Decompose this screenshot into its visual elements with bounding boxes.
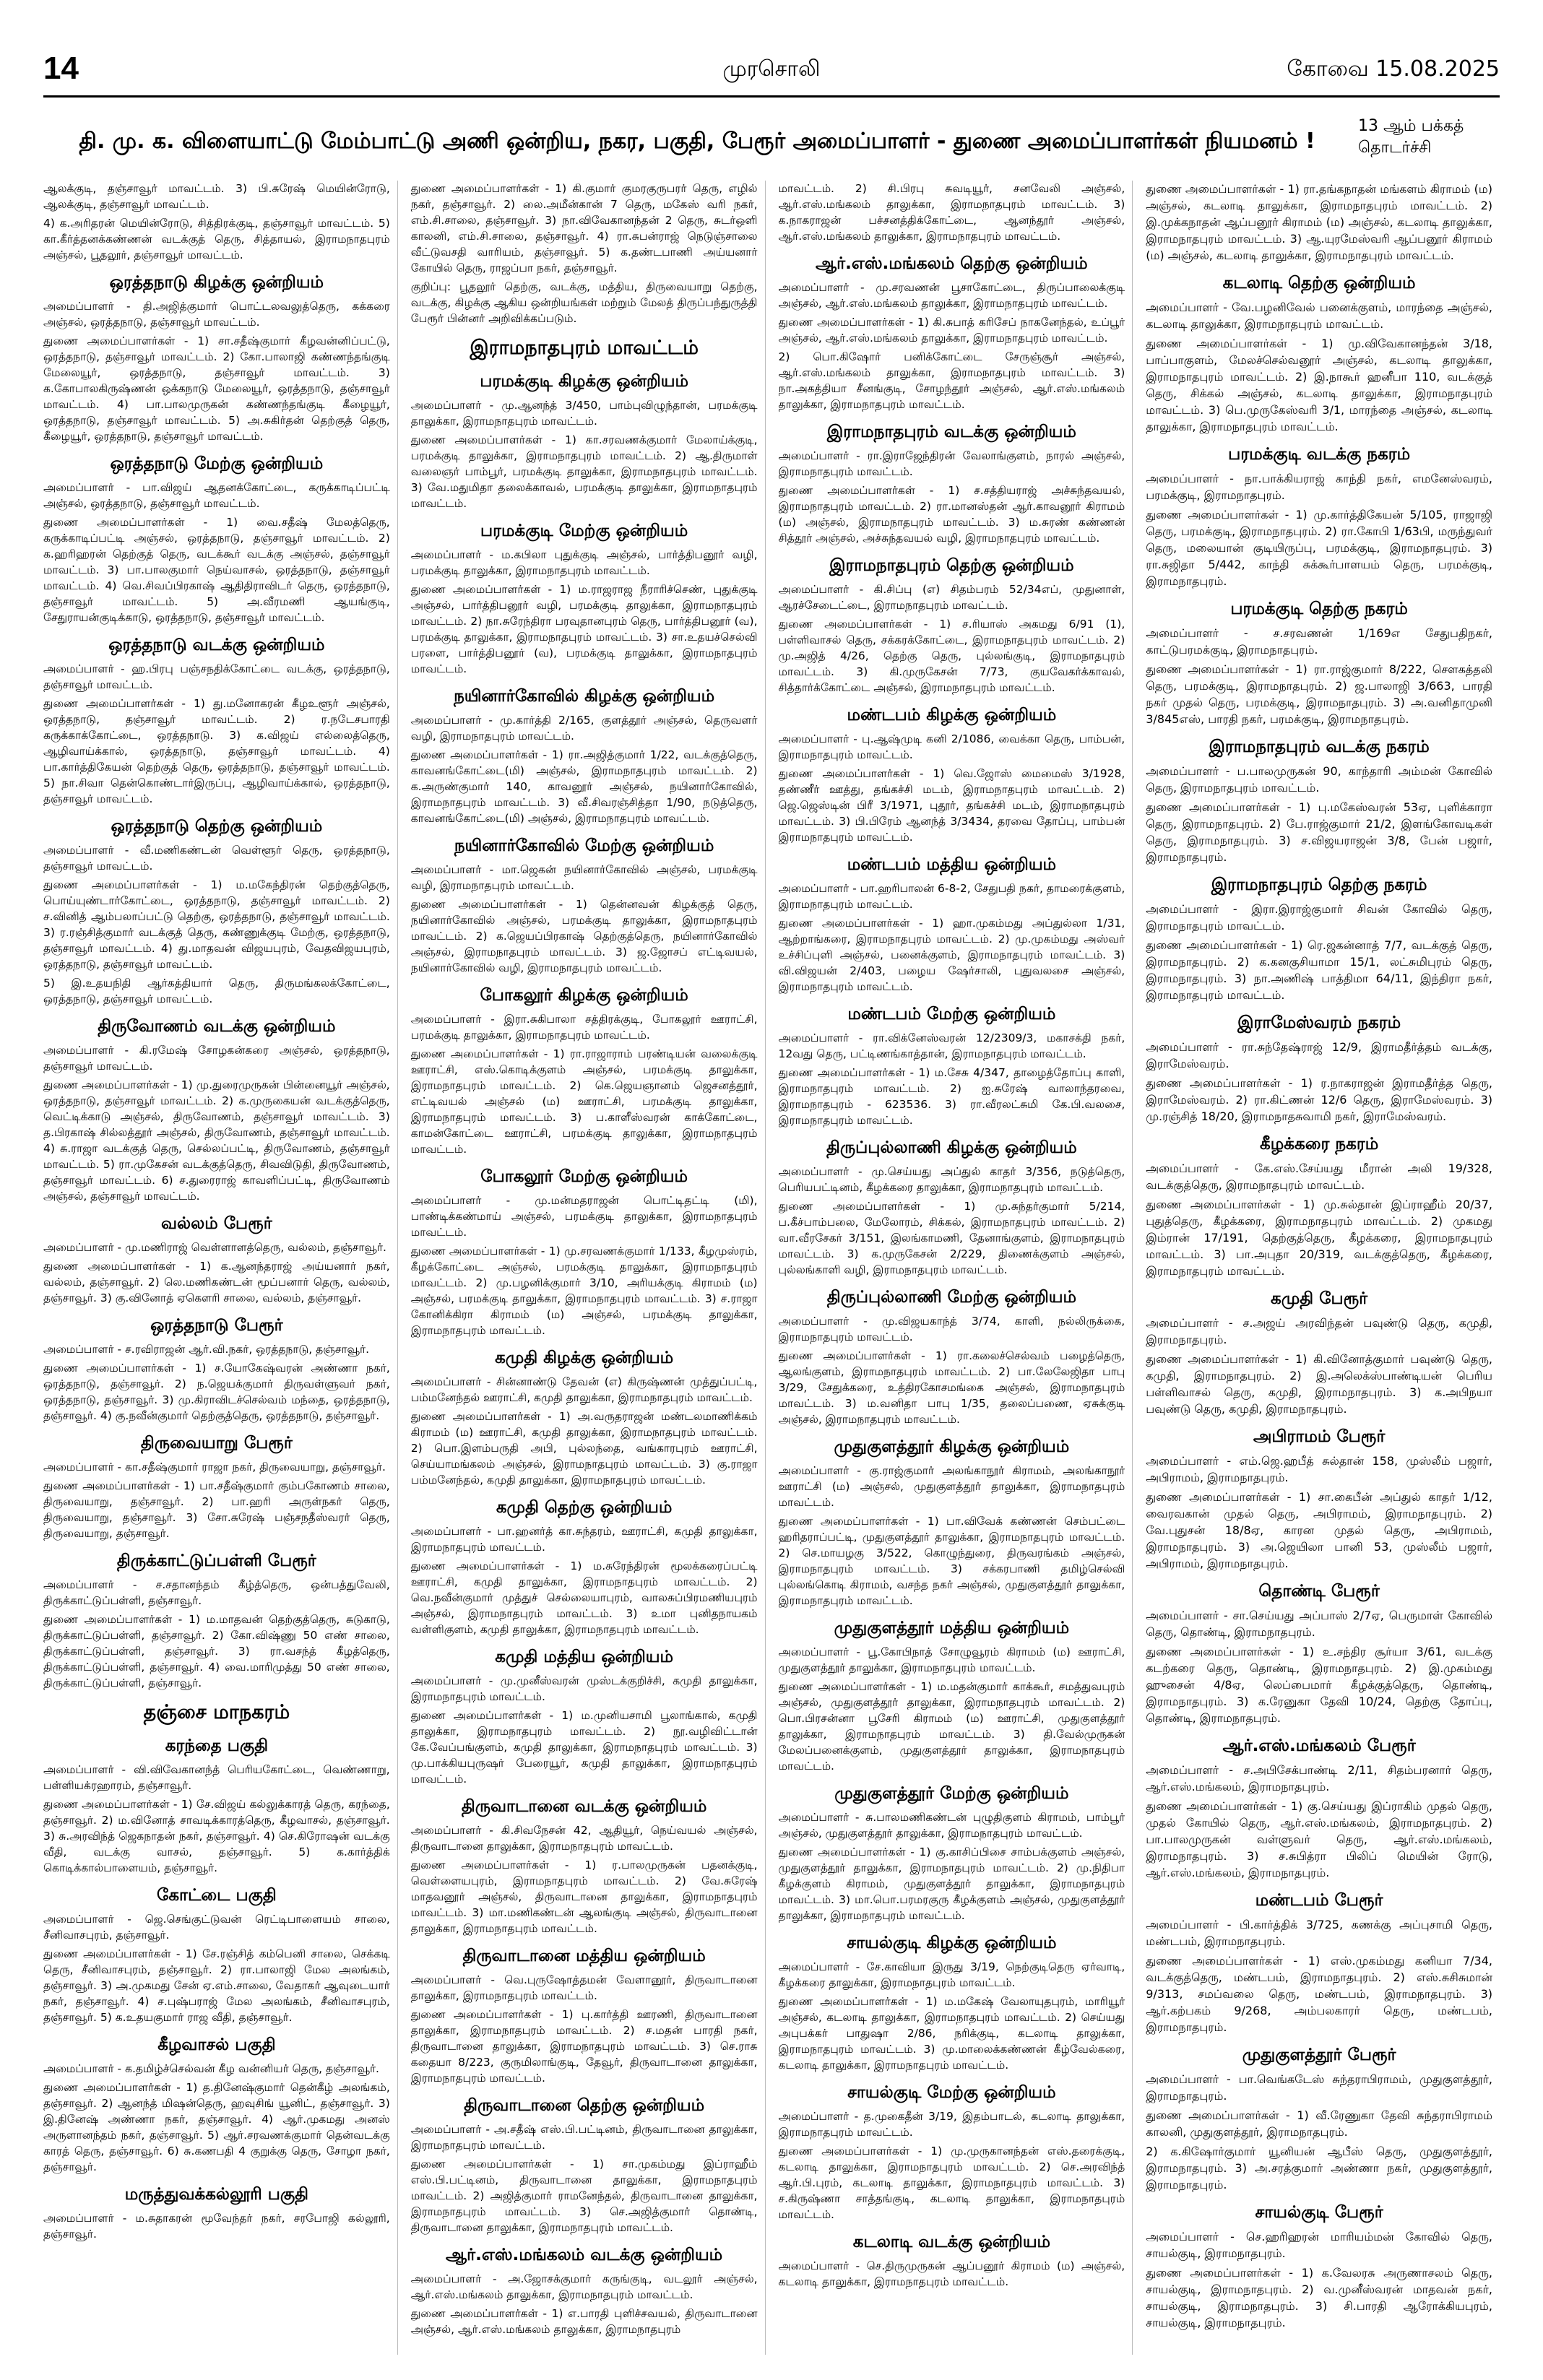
appointment-text: துணை அமைப்பாளர்கள் - 1) ர.நாகராஜன் இராமதீர்த்த தெரு, இராமேஸ்வரம். 2) ரா.கிட்ணன் 12/6 தெரு, இராமேஸ்வரம். 3) மு.ரஞ்சித் 18/20, இராமநாதசுவாமி நகர், இராமேஸ்வரம். <box>1146 1076 1492 1123</box>
appointment-section <box>411 986 758 1157</box>
appointment-section <box>43 1886 390 2025</box>
city-date: கோவை 15.08.2025 <box>1287 56 1500 82</box>
section-heading: பரமக்குடி வடக்கு நகரம் <box>1228 445 1411 464</box>
section-heading: திருவாடானை தெற்கு ஒன்றியம் <box>464 2096 705 2115</box>
section-heading: கடலாடி தெற்கு ஒன்றியம் <box>1222 274 1416 293</box>
appointment-text: அமைப்பாளர் - சின்னாண்டு தேவன் (எ) கிருஷ்ணன் முத்துப்பட்டி, பம்மனேந்தல் ஊராட்சி, கமுதி தாலுக்கா, இராமநாதபுரம் மாவட்டம். <box>410 1375 758 1404</box>
appointment-text: அமைப்பாளர் - ஹ.பிரபு பஞ்சநதிக்கோட்டை வடக்கு, ஒரத்தநாடு, தஞ்சாவூர் மாவட்டம். <box>43 662 390 691</box>
appointment-text: அமைப்பாளர் - மு.முனீஸ்வரன் முஸ்டக்குறிச்சி, கமுதி தாலுக்கா, இராமநாதபுரம் மாவட்டம். <box>410 1674 758 1703</box>
section-heading: திருக்காட்டுப்பள்ளி பேரூர் <box>116 1552 316 1570</box>
section-heading: சாயல்குடி கிழக்கு ஒன்றியம் <box>847 1934 1057 1952</box>
appointment-text: துணை அமைப்பாளர்கள் - 1) மு.சுல்தான் இப்ராஹீம் 20/37, புதுத்தெரு, கீழக்கரை, இராமநாதபுரம் மாவட்டம். 2) முகமது இம்ரான் 17/191, தெற்குத்தெரு, கீழக்கரை, இராமநாதபுரம் மாவட்டம். 3) பா.அபுதா 20/319, வடக்குத்தெரு, கீழக்கரை, இராமநாதபுரம் மாவட்டம். <box>1146 1198 1492 1278</box>
section-heading: போகலூர் கிழக்கு ஒன்றியம் <box>480 986 688 1005</box>
appointment-text: அமைப்பாளர் - அ.சதீஷ் எஸ்.பி.பட்டினம், திருவாடானை தாலுக்கா, இராமநாதபுரம் மாவட்டம். <box>410 2123 758 2152</box>
appointment-section <box>411 1349 758 1488</box>
appointment-section <box>779 1005 1125 1128</box>
appointment-text: அமைப்பாளர் - தி.அஜித்குமார் பொட்டலவலுத்தெரு, கக்கரை அஞ்சல், ஒரத்தநாடு, தஞ்சாவூர் மாவட்டம். <box>43 300 390 329</box>
appointment-text: துணை அமைப்பாளர்கள் - 1) அ.வருதராஜன் மண்டலமாணிக்கம் கிராமம் (ம) ஊராட்சி, கமுதி தாலுக்கா, இராமநாதபுரம் மாவட்டம். 2) பொ.இளம்பருதி அபி, புல்லந்தை, வங்காரபுரம் ஊராட்சி, செய்யாமங்கலம் அஞ்சல், இராமநாதபுரம் மாவட்டம். 3) கு.ராஜா பம்மனேந்தல், கமுதி தாலுக்கா, இராமநாதபுரம் மாவட்டம். <box>410 1410 758 1487</box>
appointment-text: துணை அமைப்பாளர்கள் - 1) சா.முகம்மது இப்ராஹீம் எஸ்.பி.பட்டினம், திருவாடானை தாலுக்கா, இராமநாதபுரம் மாவட்டம். 2) அஜித்குமார் ராமனேந்தல், திருவாடானை தாலுக்கா, இராமநாதபுரம் மாவட்டம். 3) செ.அஜித்குமார் தொண்டி, திருவாடானை தாலுக்கா, இராமநாதபுரம் மாவட்டம். <box>410 2158 758 2234</box>
appointment-text: அமைப்பாளர் - அ.ஜோசக்குமார் கருங்குடி, வடலூர் அஞ்சல், ஆர்.எஸ்.மங்கலம் தாலுக்கா, இராமநாதபுரம் மாவட்டம். <box>410 2272 758 2301</box>
appointment-section <box>411 1167 758 1338</box>
appointment-text: அமைப்பாளர் - ரா.சுந்தேஷ்ராஜ் 12/9, இராமதீர்த்தம் வடக்கு, இராமேஸ்வரம். <box>1146 1040 1492 1070</box>
appointment-text: துணை அமைப்பாளர்கள் - 1) கி.சுபாத் கரிசேப் நாகனேந்தல், உப்பூர் அஞ்சல், ஆர்.எஸ்.மங்கலம் தாலுக்கா, இராமநாதபுரம் மாவட்டம். <box>778 316 1125 345</box>
page-number: 14 <box>43 51 79 86</box>
appointment-section <box>779 855 1125 995</box>
appointment-section <box>43 273 390 444</box>
appointment-text: துணை அமைப்பாளர்கள் - 1) வெ.ஜோஸ் மைமைஸ் 3/1928, தண்ணீர் ஊத்து, தங்கச்சி மடம், இராமநாதபுரம் மாவட்டம். 2) ஜெ.ஜெஸ்டின் பிரீ 3/1971, புதூர், தங்கச்சி மடம், இராமநாதபுரம் மாவட்டம். 3) பி.பிரேம் ஆனந்த் 3/3434, தரவை தோப்பு, பாம்பன் இராமநாதபுரம் மாவட்டம். <box>778 767 1125 844</box>
appointment-text: துணை அமைப்பாளர்கள் - 1) ம.ராஜராஜ நீராரிச்செண், புதுக்குடி அஞ்சல், பார்த்திபனூர் வழி, பரமக்குடி தாலுக்கா, இராமநாதபுரம் மாவட்டம். 2) நா.சுரேந்திரா பரவுதானபுரம் தெரு, பார்த்திபனூர் (வ), பரமக்குடி தாலுக்கா, இராமநாதபுரம் மாவட்டம். 3) சா.உதயச்செல்வி பரளை, பார்த்திபனூர் (வ), பரமக்குடி தாலுக்கா, இராமநாதபுரம் மாவட்டம். <box>410 583 758 675</box>
section-heading: திருப்புல்லாணி மேற்கு ஒன்றியம் <box>826 1288 1076 1307</box>
appointment-text: துணை அமைப்பாளர்கள் - 1) சே.விஜய் கல்லுக்காரத் தெரு, கரந்தை, தஞ்சாவூர். 2) ம.வினோத் சாவடிக்காரத்தெரு, கீழவாசல், தஞ்சாவூர். 3) சு.அரவிந்த் ஜெகநாதன் நகர், தஞ்சாவூர். 4) செ.கிரோஷன் வடக்கு வீதி, வடக்கு வாசல், தஞ்சாவூர். 5) க.கார்த்திக் கொடிக்கால்பாளையம், தஞ்சாவூர். <box>43 1798 390 1874</box>
appointment-text: 4) க.அரிதரன் மெயின்ரோடு, சித்திரக்குடி, தஞ்சாவூர் மாவட்டம். 5) கா.கீர்த்தனக்கண்ணன் வடக்குத் தெரு, சித்தாயல், இராமநாதபுரம் அஞ்சல், பூதலூர், தஞ்சாவூர் மாவட்டம். <box>43 217 390 261</box>
newspaper-name: முரசொலி <box>722 56 821 82</box>
appointment-text: துணை அமைப்பாளர்கள் - 1) ச.யோகேஷ்வரன் அண்ணா நகர், ஒரத்தநாடு, தஞ்சாவூர். 2) ந.ஜெயக்குமார் திருவள்ளுவர் நகர், ஒரத்தநாடு, தஞ்சாவூர். 3) மு.கிராவிடச்செல்வம் மந்தை, ஒரத்தநாடு, தஞ்சாவூர். 4) கு.நவீன்குமார் தெற்குத்தெரு, ஒரத்தநாடு, தஞ்சாவூர். <box>43 1362 390 1422</box>
section-heading: மண்டபம் பேரூர் <box>1255 1891 1383 1910</box>
appointment-section <box>1146 737 1492 865</box>
section-heading: பரமக்குடி தெற்கு நகரம் <box>1230 600 1408 618</box>
appointment-section <box>43 1736 390 1876</box>
appointment-text: அமைப்பாளர் - மா.ஜெகன் நயினார்கோவில் அஞ்சல், பரமக்குடி வழி, இராமநாதபுரம் மாவட்டம். <box>410 863 758 892</box>
district-heading: தஞ்சை மாநகரம் <box>143 1701 290 1723</box>
appointment-section <box>779 2083 1125 2223</box>
appointment-text: துணை அமைப்பாளர்கள் - 1) மு.கார்த்திகேயன் 5/105, ராஜாஜி தெரு, பரமக்குடி, இராமநாதபுரம். 2) ரா.கோபி 1/63பி, மருந்துவர் தெரு, மலையான் குடியிருப்பு, பரமக்குடி, இராமநாதபுரம். 3) ரா.சுஜிதா 5/442, காந்தி சுக்கூர்பாளயம் தெரு, பரமக்குடி, இராமநாதபுரம். <box>1146 508 1492 588</box>
appointment-text: துணை அமைப்பாளர்கள் - 1) ம.மாதவன் தெற்குத்தெரு, சுடுகாடு, திருக்காட்டுப்பள்ளி, தஞ்சாவூர். 2) கோ.விஷ்ணு 50 எண் சாலை, திருக்காட்டுப்பள்ளி, தஞ்சாவூர். 3) ரா.வசந்த் கீழத்தெரு, திருக்காட்டுப்பள்ளி, தஞ்சாவூர். 4) வை.மாரிமுத்து 50 எண் சாலை, திருக்காட்டுப்பள்ளி, தஞ்சாவூர். <box>43 1613 390 1689</box>
appointment-text: துணை அமைப்பாளர்கள் - 1) மு.விவேகானந்தன் 3/18, பாப்பாகுளம், மேலச்செல்வனூர் அஞ்சல், கடலாடி தாலுக்கா, இராமநாதபுரம் மாவட்டம். 2) இ.நாகூர் ஹனீபா 110, வடக்குத் தெரு, சிக்கல் அஞ்சல், கடலாடி தாலுக்கா, இராமநாதபுரம் மாவட்டம். 3) பெ.முருகேஸ்வரி 3/1, மாரந்தை அஞ்சல், கடலாடி தாலுக்கா, இராமநாதபுரம் மாவட்டம். <box>1146 337 1492 433</box>
appointment-text: அமைப்பாளர் - எம்.ஜெ.ஹபீத் சுல்தான் 158, முஸ்லீம் பஜார், அபிராமம், இராமநாதபுரம். <box>1146 1454 1492 1484</box>
appointment-text: துணை அமைப்பாளர்கள் - 1) ரா.தங்கநாதன் மங்களம் கிராமம் (ம) அஞ்சல், கடலாடி தாலுக்கா, இராமநாதபுரம் மாவட்டம். 2) இ.முக்கநாதன் ஆப்பனூர் கிராமம் (ம) அஞ்சல், கடலாடி தாலுக்கா, இராமநாதபுரம் மாவட்டம். 3) ஆ.யுரமேஸ்வரி ஆப்பனூர் கிராமம் (ம) அஞ்சல், கடலாடி தாலுக்கா, இராமநாதபுரம் மாவட்டம். <box>1146 182 1492 262</box>
appointment-section <box>411 372 758 511</box>
appointment-text: துணை அமைப்பாளர்கள் - 1) ம.மகேஷ் வேலாயுதபுரம், மாரியூர் அஞ்சல், கடலாடி தாலுக்கா, இராமநாதபுரம் மாவட்டம். 2) செய்யது அபுபக்கர் பாதுஷா 2/86, நரிக்குடி, கடலாடி தாலுக்கா, இராமநாதபுரம் மாவட்டம். 3) மு.மாலைக்கண்ணன் கீழ்வேல்கரை, கடலாடி தாலுக்கா, இராமநாதபுரம் மாவட்டம். <box>778 1995 1125 2072</box>
appointment-text: அமைப்பாளர் - பா.விஜய் ஆதனக்கோட்டை, கருக்காடிப்பட்டி அஞ்சல், ஒரத்தநாடு, தஞ்சாவூர் மாவட்டம். <box>43 481 390 510</box>
section-heading: முதுகுளத்தூர் பேரூர் <box>1242 2046 1396 2064</box>
appointment-text: துணை அமைப்பாளர்கள் - 1) ர.பாலமுருகன் பதனக்குடி, வெள்ளையபுரம், இராமநாதபுரம் மாவட்டம். 2) வே.சுரேஷ் மாதவனூர் அஞ்சல், திருவாடானை தாலுக்கா, இராமநாதபுரம் மாவட்டம். 3) மா.மணிகண்டன் ஆலங்குடி அஞ்சல், திருவாடானை தாலுக்கா, இராமநாதபுரம் மாவட்டம். <box>410 1858 758 1935</box>
appointment-text: துணை அமைப்பாளர்கள் - 1) மு.முருகானந்தன் எஸ்.தரைக்குடி, கடலாடி தாலுக்கா, இராமநாதபுரம் மாவட்டம். 2) செ.அரவிந்த் ஆர்.பி.புரம், கடலாடி தாலுக்கா, இராமநாதபுரம் மாவட்டம். 3) ச.கிருஷ்ணா சாத்தங்குடி, கடலாடி தாலுக்கா, இராமநாதபுரம் மாவட்டம். <box>778 2145 1125 2221</box>
appointment-section <box>43 817 390 1007</box>
section-heading: முதுகுளத்தூர் கிழக்கு ஒன்றியம் <box>834 1437 1070 1456</box>
appointment-text: துணை அமைப்பாளர்கள் - 1) கு.காசிப்பிசை சாம்பக்குளம் அஞ்சல், முதுகுளத்தூர் தாலுக்கா, இராமநாதபுரம் மாவட்டம். 2) மு.நிதிபா கீழக்குளம் கிராமம், முதுகுளத்தூர் தாலுக்கா, இராமநாதபுரம் மாவட்டம். 3) மா.பொ.பரமரகுரு கீழக்குளம் அஞ்சல், முதுகுளத்தூர் தாலுக்கா, இராமநாதபுரம் மாவட்டம். <box>778 1845 1125 1922</box>
district-heading: இராமநாதபுரம் மாவட்டம் <box>470 337 699 359</box>
appointment-section <box>779 1934 1125 2073</box>
appointment-section <box>779 1619 1125 1774</box>
appointment-text: அமைப்பாளர் - சா.செய்யது அப்பாஸ் 2/7ஏ, பெருமாள் கோவில் தெரு, தொண்டி, இராமநாதபுரம். <box>1146 1609 1492 1639</box>
appointment-text: அமைப்பாளர் - நா.பாக்கியராஜ் காந்தி நகர், எமனேஸ்வரம், பரமக்குடி, இராமநாதபுரம். <box>1146 472 1492 502</box>
appointment-text: துணை அமைப்பாளர்கள் - 1) கு.செய்யது இப்ராகிம் முதல் தெரு, முதல் கோயில் தெரு, ஆர்.எஸ்.மங்கலம், இராமநாதபுரம். 2) பா.பாலமுருகன் வள்ளுவர் தெரு, ஆர்.எஸ்.மங்கலம், இராமநாதபுரம். 3) ச.சுபித்ரா பிலிப் மெயின் ரோடு, ஆர்.எஸ்.மங்கலம், இராமநாதபுரம். <box>1146 1799 1492 1879</box>
appointment-section <box>779 1138 1125 1278</box>
appointment-text: துணை அமைப்பாளர்கள் - 1) து.மனோகரன் கீழஉளூர் அஞ்சல், ஒரத்தநாடு, தஞ்சாவூர் மாவட்டம். 2) ர.நடேசபாரதி கருக்காக்கோட்டை, ஒரத்தநாடு. 3) க.விஜய் எல்லைத்தெரு, ஆழிவாய்க்கால், ஒரத்தநாடு, தஞ்சாவூர் மாவட்டம். 4) பா.கார்த்திகேயன் தெற்குத் தெரு, ஒரத்தநாடு, தஞ்சாவூர் மாவட்டம். 5) நா.சிவா தென்கொண்டார்இருப்பு, ஆழிவாய்க்கால், ஒரத்தநாடு, தஞ்சாவூர் மாவட்டம். <box>43 697 390 805</box>
appointment-text: துணை அமைப்பாளர்கள் - 1) பா.விவேக் கண்ணன் செம்பட்டை ஹரிதராப்பட்டி, முதுகுளத்தூர் தாலுக்கா, இராமநாதபுரம் மாவட்டம். 2) செ.மாயழகு 3/522, கொழுந்துரை, திருவரங்கம் அஞ்சல், இராமநாதபுரம் மாவட்டம். 3) சக்கரபாணி தமிழ்செல்வி புல்லங்கொடி கிராமம், வசந்த நகர் அஞ்சல், முதுகுளத்தூர் தாலுக்கா, இராமநாதபுரம் மாவட்டம். <box>778 1515 1125 1607</box>
appointment-text: அமைப்பாளர் - ச.அஜய் அரவிந்தன் பவுண்டு தெரு, கமுதி, இராமநாதபுரம். <box>1146 1316 1492 1346</box>
appointment-text: துணை அமைப்பாளர்கள் - 1) வை.சதீஷ் மேலத்தெரு, கருக்காடிப்பட்டி அஞ்சல், ஒரத்தநாடு, தஞ்சாவூர் மாவட்டம். 2) க.ஹரிஹரன் தெற்குத் தெரு, வடக்கூர் வடக்கு அஞ்சல், தஞ்சாவூர் மாவட்டம். 3) பா.பாலகுமார் நெய்வாசல், ஒரத்தநாடு, தஞ்சாவூர் மாவட்டம். 4) வெ.சிவப்பிரகாஷ் ஆதிதிராவிடர் தெரு, ஒரத்தநாடு, தஞ்சாவூர் மாவட்டம். 5) அ.வீரமணி ஆயங்குடி, சேதுராயன்குடிக்காடு, ஒரத்தநாடு, தஞ்சாவூர் மாவட்டம். <box>43 516 390 624</box>
appointment-text: அமைப்பாளர் - செ.திருமுருகன் ஆப்பனூர் கிராமம் (ம) அஞ்சல், கடலாடி தாலுக்கா, இராமநாதபுரம் மாவட்டம். <box>778 2259 1125 2288</box>
text-column <box>411 181 766 2355</box>
appointment-text: துணை அமைப்பாளர்கள் - 1) சே.ரஞ்சித் கம்பெனி சாலை, செக்கடி தெரு, சீனிவாசபுரம், தஞ்சாவூர். 2) ரா.பாலாஜி மேல அலங்கம், தஞ்சாவூர். 3) அ.முகமது சேன் ஏ.எம்.சாலை, வேதாகர் ஆவுடையார் நகர், தஞ்சாவூர். 4) ச.புஷ்பராஜ் மேல அலங்கம், சீனிவாசபுரம், தஞ்சாவூர். 5) க.உதயகுமார் ராஜ வீதி, தஞ்சாவூர். <box>43 1947 390 2024</box>
article-columns <box>43 181 1500 2355</box>
appointment-text: துணை அமைப்பாளர்கள் - 1) பா.சதீஷ்குமார் கும்பகோணம் சாலை, திருவையாறு, தஞ்சாவூர். 2) பா.ஹரி அருள்நகர் தெரு, திருவையாறு, தஞ்சாவூர். 3) சோ.சுரேஷ் பஞ்சநதீஸ்வரர் தெரு, திருவையாறு, தஞ்சாவூர். <box>43 1479 390 1540</box>
appointment-section <box>779 181 1125 244</box>
appointment-text: அமைப்பாளர் - ச.சரவணன் 1/169எ சேதுபதிநகர், காட்டுபரமக்குடி, இராமநாதபுரம். <box>1146 626 1492 657</box>
appointment-text: அமைப்பாளர் - ரா.விக்னேஸ்வரன் 12/2309/3, மகாசக்தி நகர், 12வது தெரு, பட்டிணங்காத்தான், இராமநாதபுரம் மாவட்டம். <box>778 1031 1125 1060</box>
appointment-text: அமைப்பாளர் - செ.ஹரிஹரன் மாரியம்மன் கோவில் தெரு, சாயல்குடி, இராமநாதபுரம். <box>1146 2230 1492 2260</box>
appointment-text: அமைப்பாளர் - வே.பழனிவேல் பனைக்குளம், மாரந்தை அஞ்சல், கடலாடி தாலுக்கா, இராமநாதபுரம் மாவட்டம். <box>1146 300 1492 331</box>
appointment-section <box>779 254 1125 412</box>
appointment-text: அமைப்பாளர் - கி.ரமேஷ் சோழகன்கரை அஞ்சல், ஒரத்தநாடு, தஞ்சாவூர் மாவட்டம். <box>43 1044 390 1073</box>
appointment-text: துணை அமைப்பாளர்கள் - 1) க.ஆனந்தராஜ் அய்யனார் நகர், வல்லம், தஞ்சாவூர். 2) லெ.மணிகண்டன் மூப்பனார் தெரு, வல்லம், தஞ்சாவூர். 3) கு.வினோத் ஏகௌரி சாலை, வல்லம், தஞ்சாவூர். <box>43 1260 390 1304</box>
appointment-text: துணை அமைப்பாளர்கள் - 1) ரா.அஜித்குமார் 1/22, வடக்குத்தெரு, காவனங்கோட்டை(மி) அஞ்சல், இராமநாதபுரம் மாவட்டம். 2) க.அருண்குமார் 140, காவனூர் அஞ்சல், நயினார்கோவில், இராமநாதபுரம் மாவட்டம். 3) வீ.சிவரஞ்சித்தா 1/90, நடுத்தெரு, காவனங்கோட்டை(மி) அஞ்சல், இராமநாதபுரம் மாவட்டம். <box>410 748 758 825</box>
appointment-text: அமைப்பாளர் - ச.ரவிராஜன் ஆர்.வி.நகர், ஒரத்தநாடு, தஞ்சாவூர். <box>43 1343 370 1356</box>
appointment-text: துணை அமைப்பாளர்கள் - 1) கி.குமார் குமரகுருபரர் தெரு, எழில் நகர், தஞ்சாவூர். 2) லை.அமீன்கான் 7 தெரு, மகேஸ் வரி நகர், எம்.சி.சாலை, தஞ்சாவூர். 3) நா.விவேகானந்தன் 2 தெரு, சுடர்ஒளி காலனி, எம்.சி.சாலை, தஞ்சாவூர். 4) ரா.சுபன்ராஜ் நெடுஞ்சாலை வீட்டுவசதி வாரியம், தஞ்சாவூர். 5) க.தண்டபாணி அய்யனார் கோயில் தெரு, ராஜப்பா நகர், தஞ்சாவூர். <box>410 182 758 274</box>
appointment-text: துணை அமைப்பாளர்கள் - 1) ரெ.ஜகன்னாத் 7/7, வடக்குத் தெரு, இராமநாதபுரம். 2) க.கனகுசியாமா 15/1, லட்சுமிபுரம் தெரு, இராமநாதபுரம். 3) நா.அணிஷ் பாத்திமா 64/11, இந்திரா நகர், இராமநாதபுரம் மாவட்டம். <box>1146 938 1492 1002</box>
appointment-text: அமைப்பாளர் - மு.விஜயகாந்த் 3/74, காளி, நல்லிருக்கை, இராமநாதபுரம் மாவட்டம். <box>778 1315 1125 1343</box>
appointment-text: துணை அமைப்பாளர்கள் - 1) ம.முனியசாமி பூலாங்கால், கமுதி தாலுக்கா, இராமநாதபுரம் மாவட்டம். 2) நூ.வழிவிட்டான் கே.வேப்பங்குளம், கமுதி தாலுக்கா, இராமநாதபுரம் மாவட்டம். 3) மு.பாக்கியபுருஷர் பேரையூர், கமுதி தாலுக்கா, இராமநாதபுரம் மாவட்டம். <box>410 1709 758 1786</box>
appointment-text: 2) பொ.கிஷோர் பனிக்கோட்டை சேருஞ்சூர் அஞ்சல், ஆர்.எஸ்.மங்கலம் தாலுக்கா, இராமநாதபுரம் மாவட்டம். 3) நா.அகத்தியா சீனங்குடி, சோழந்தூர் அஞ்சல், ஆர்.எஸ்.மங்கலம் தாலுக்கா, இராமநாதபுரம் மாவட்டம். <box>778 350 1125 411</box>
appointment-text: துணை அமைப்பாளர்கள் - 1) ரா.கலைச்செல்வம் பழைத்தெரு, ஆலங்குளம், இராமநாதபுரம் மாவட்டம். 2) பா.லேலேஜிதா பாபு 3/29, சேதுக்கரை, உத்திரகோசமங்கை அஞ்சல், இராமநாதபுரம் மாவட்டம். 3) ம.வனிதா பாபு 1/35, தலைப்பணை, ஏசுக்குடி அஞ்சல், இராமநாதபுரம் மாவட்டம். <box>778 1349 1125 1426</box>
appointment-section <box>43 1017 390 1204</box>
section-heading: கீழக்கரை நகரம் <box>1260 1135 1379 1154</box>
appointment-section <box>43 636 390 807</box>
section-heading: கமுதி தெற்கு ஒன்றியம் <box>496 1498 673 1517</box>
section-heading: கீழவாசல் பகுதி <box>157 2035 276 2054</box>
appointment-section <box>43 1552 390 1691</box>
appointment-text: அமைப்பாளர் - மு.ஆனந்த் 3/450, பாம்புவிழுந்தான், பரமக்குடி தாலுக்கா, இராமநாதபுரம் மாவட்டம். <box>410 399 758 428</box>
section-heading: வல்லம் பேரூர் <box>161 1214 272 1233</box>
appointment-text: துணை அமைப்பாளர்கள் - 1) ரா.ராஜாராம் பரண்டியன் வலைக்குடி ஊராட்சி, எஸ்.கொடிக்குளம் அஞ்சல், பரமக்குடி தாலுக்கா, இராமநாதபுரம் மாவட்டம். 2) கெ.ஜெயஞானம் ஜெசனத்தூர், எட்டிவயல் அஞ்சல் (ம) ஊராட்சி, பரமக்குடி தாலுக்கா, இராமநாதபுரம் மாவட்டம். 3) ப.காளீஸ்வரன் காக்கோட்டை, காமன்கோட்டை ஊராட்சி, பரமக்குடி தாலுக்கா, இராமநாதபுரம் மாவட்டம். <box>410 1047 758 1156</box>
appointment-text: அமைப்பாளர் - த.முகைதீன் 3/19, இதம்பாடல், கடலாடி தாலுக்கா, இராமநாதபுரம் மாவட்டம். <box>778 2110 1125 2139</box>
appointment-section <box>411 2096 758 2236</box>
appointment-text: துணை அமைப்பாளர்கள் - 1) மு.சுந்தர்குமார் 5/214, ப.கீச்பாம்பலை, மேலோரம், சிக்கல், இராமநாதபுரம் மாவட்டம். 2) வா.வீரசேகர் 3/151, இலங்காமணி, தேனாங்குளம், இராமநாதபுரம் மாவட்டம். 3) க.முருகேசன் 2/229, திணைக்குளம் அஞ்சல், புல்லங்காளி வழி, இராமநாதபுரம் மாவட்டம். <box>778 1200 1125 1276</box>
appointment-text: துணை அமைப்பாளர்கள் - 1) சா.கைபீன் அப்துல் காதர் 1/12, வைரவகான் முதல் தெரு, அபிராமம், இராமநாதபுரம். 2) வே.புதுசன் 18/8ஏ, காரன முதல் தெரு, அபிராமம், இராமநாதபுரம். 3) அ.ஜெயிலா பானி 53, முஸ்லீம் பஜார், அபிராமம், இராமநாதபுரம். <box>1146 1490 1492 1570</box>
section-heading: மண்டபம் மேற்கு ஒன்றியம் <box>847 1005 1056 1024</box>
appointment-section <box>1146 274 1492 435</box>
appointment-text: துணை அமைப்பாளர்கள் - 1) க.வேலரசு அருணாசலம் தெரு, சாயல்குடி, இராமநாதபுரம். 2) வ.முனீஸ்வரன் மாதவன் நகர், சாயல்குடி, இராமநாதபுரம். 3) சி.பாரதி ஆரோக்கியபுரம், சாயல்குடி, இராமநாதபுரம். <box>1146 2266 1492 2329</box>
section-heading: தொண்டி பேரூர் <box>1258 1582 1380 1601</box>
page-header <box>43 51 1500 94</box>
appointment-section <box>411 2246 758 2337</box>
appointment-section <box>779 706 1125 845</box>
appointment-section <box>1146 1891 1492 2035</box>
appointment-section <box>411 337 758 362</box>
appointment-text: அமைப்பாளர் - ரா.இராஜேந்திரன் வேலாங்குளம், நாரல் அஞ்சல், இராமநாதபுரம் மாவட்டம். <box>778 449 1125 478</box>
appointment-section <box>411 522 758 677</box>
section-heading: மண்டபம் கிழக்கு ஒன்றியம் <box>847 706 1057 724</box>
appointment-section <box>411 687 758 826</box>
appointment-text: அமைப்பாளர் - சே.காவியா இருது 3/19, நெற்குடிதெரு ஏர்வாடி, கீழக்கரை தாலுக்கா, இராமநாதபுரம் மாவட்டம். <box>778 1960 1125 1989</box>
section-heading: இராமநாதபுரம் வடக்கு நகரம் <box>1209 737 1430 756</box>
appointment-section <box>1146 2203 1492 2331</box>
appointment-text: 5) இ.உதயநிதி ஆர்கத்தியார் தெரு, திருமங்கலக்கோட்டை, ஒரத்தநாடு, தஞ்சாவூர் மாவட்டம். <box>43 977 390 1005</box>
section-heading: திருவையாறு பேரூர் <box>140 1434 293 1453</box>
appointment-section <box>411 836 758 976</box>
appointment-section <box>43 2035 390 2175</box>
appointment-text: அமைப்பாளர் - கா.சதீஷ்குமார் ராஜா நகர், திருவையாறு, தஞ்சாவூர். <box>43 1461 386 1474</box>
appointment-section <box>43 2185 390 2242</box>
appointment-text: அமைப்பாளர் - ம.சுதாகரன் மூவேந்தர் நகர், சரபோஜி கல்லூரி, தஞ்சாவூர். <box>43 2212 390 2241</box>
appointment-text: துணை அமைப்பாளர்கள் - 1) மு.சரவணக்குமார் 1/133, கீழமுஸ்ரம், கீழக்கோட்டை அஞ்சல், பரமக்குடி தாலுக்கா, இராமநாதபுரம் மாவட்டம். 2) மு.பழனிக்குமார் 3/10, அரியக்குடி கிராமம் (ம) அஞ்சல், பரமக்குடி தாலுக்கா, இராமநாதபுரம் மாவட்டம். 3) ச.ராஜா கோனிக்கிரா கிராமம் (ம) அஞ்சல், பரமக்குடி தாலுக்கா, இராமநாதபுரம் மாவட்டம். <box>410 1245 758 1337</box>
appointment-text: 2) க.கிஷோர்குமார் யூனியன் ஆபீஸ் தெரு, முதுகுளத்தூர், இராமநாதபுரம். 3) அ.சரத்குமார் அண்ணா நகர், முதுகுளத்தூர், இராமநாதபுரம். <box>1146 2145 1492 2191</box>
appointment-text: துணை அமைப்பாளர்கள் - 1) வீ.ரேணுகா தேவி சுந்தராபிராமம் காலனி, முதுகுளத்தூர், இராமநாதபுரம். <box>1146 2108 1492 2139</box>
appointment-text: துணை அமைப்பாளர்கள் - 1) கா.சரவணக்குமார் மேலாய்க்குடி, பரமக்குடி தாலுக்கா, இராமநாதபுரம் மாவட்டம். 2) ஆ.திருமாள் வலைஞர் பாம்பூர், பரமக்குடி தாலுக்கா, இராமநாதபுரம் மாவட்டம். 3) வே.மதுமிதா தலைக்காவல், பரமக்குடி தாலுக்கா, இராமநாதபுரம் மாவட்டம். <box>410 433 758 510</box>
section-heading: கோட்டை பகுதி <box>157 1886 277 1905</box>
appointment-text: அமைப்பாளர் - ஜெ.செங்குட்டுவன் ரெட்டிபாளையம் சாலை, சீனிவாசபுரம், தஞ்சாவூர். <box>43 1913 390 1942</box>
section-heading: திருவோணம் வடக்கு ஒன்றியம் <box>98 1017 336 1036</box>
appointment-text: அமைப்பாளர் - மு.மணிராஜ் வெள்ளாளத்தெரு, வல்லம், தஞ்சாவூர். <box>43 1241 386 1254</box>
appointment-section <box>411 1648 758 1787</box>
section-heading: திருவாடானை வடக்கு ஒன்றியம் <box>461 1797 707 1816</box>
section-heading: இராமநாதபுரம் வடக்கு ஒன்றியம் <box>826 423 1076 441</box>
appointment-section <box>779 423 1125 546</box>
section-heading: ஒரத்தநாடு தெற்கு ஒன்றியம் <box>111 817 323 836</box>
appointment-text: அமைப்பாளர் - இரா.இராஜ்குமார் சிவன் கோவில் தெரு, இராமநாதபுரம் மாவட்டம். <box>1146 902 1492 932</box>
article-headline: தி. மு. க. விளையாட்டு மேம்பாட்டு அணி ஒன்றிய, நகர, பகுதி, பேரூர் அமைப்பாளர் - துணை அமைப்பாளர்கள் நியமனம் ! <box>79 129 1315 154</box>
appointment-text: துணை அமைப்பாளர்கள் - 1) எஸ்.முகம்மது கனியா 7/34, வடக்குத்தெரு, மண்டபம், இராமநாதபுரம். 2) எஸ்.சுசிசுமான் 9/313, சமப்வலை தெரு, மண்டபம், இராமநாதபுரம். 3) ஆர்.கற்பகம் 9/268, அம்பலகாரர் தெரு, மண்டபம், இராமநாதபுரம். <box>1146 1954 1492 2034</box>
appointment-text: அமைப்பாளர் - கே.எஸ்.சேய்யது மீரான் அலி 19/328, வடக்குத்தெரு, இராமநாதபுரம் மாவட்டம். <box>1146 1161 1492 1192</box>
text-column <box>779 181 1133 2355</box>
appointment-text: துணை அமைப்பாளர்கள் - 1) சா.சதீஷ்குமார் கீழவன்னிப்பட்டு, ஒரத்தநாடு, தஞ்சாவூர் மாவட்டம். 2) கோ.பாலாஜி கண்ணந்தங்குடி மேலையூர், ஒரத்தநாடு, தஞ்சாவூர் மாவட்டம். 3) க.கோபாலகிருஷ்ணன் ஒக்கநாடு மேலையூர், ஒரத்தநாடு, தஞ்சாவூர் மாவட்டம். 4) பா.பாலமுருகன் கண்ணந்தங்குடி கீழையூர், ஒரத்தநாடு, தஞ்சாவூர் மாவட்டம். 5) அ.சுகிர்தன் தெற்குத் தெரு, கீழையூர், ஒரத்தநாடு, தஞ்சாவூர் மாவட்டம். <box>43 334 390 443</box>
section-heading: ஆர்.எஸ்.மங்கலம் வடக்கு ஒன்றியம் <box>446 2246 723 2264</box>
appointment-text: அமைப்பாளர் - பா.வெங்கடேஸ் சுந்தராபிராமம், முதுகுளத்தூர், இராமநாதபுரம். <box>1146 2072 1492 2103</box>
appointment-section <box>43 454 390 626</box>
appointment-text: துணை அமைப்பாளர்கள் - 1) ச.சத்தியராஜ் அச்சுந்தவயல், இராமநாதபுரம் மாவட்டம். 2) ரா.மானஸ்தன் ஆர்.காவனூர் கிராமம் (ம) அஞ்சல், இராமநாதபுரம் மாவட்டம். 3) ம.சுரண் கண்ணன் சித்தூர் அஞ்சல், அச்சுந்தவயல் வழி, இராமநாதபுரம் மாவட்டம். <box>778 484 1125 545</box>
section-heading: அபிராமம் பேரூர் <box>1253 1427 1386 1446</box>
appointment-text: அமைப்பாளர் - பி.கார்த்திக் 3/725, கணக்கு அப்புசாமி தெரு, மண்டபம், இராமநாதபுரம். <box>1146 1918 1492 1948</box>
appointment-text: துணை அமைப்பாளர்கள் - 1) எ.பாரதி புளிச்சவயல், திருவாடானை அஞ்சல், ஆர்.எஸ்.மங்கலம் தாலுக்கா, இராமநாதபுரம் <box>410 2307 758 2336</box>
section-heading: ஆர்.எஸ்.மங்கலம் தெற்கு ஒன்றியம் <box>816 254 1088 273</box>
appointment-text: அமைப்பாளர் - கு.ராஜ்குமார் அலங்காநூர் கிராமம், அலங்காநூர் ஊராட்சி (ம) அஞ்சல், முதுகுளத்தூர் தாலுக்கா, இராமநாதபுரம் மாவட்டம். <box>778 1464 1125 1509</box>
appointment-text: அமைப்பாளர் - வி.விவேகானந்த் பெரியகோட்டை, வெண்ணாறு, பள்ளியக்ரஹாரம், தஞ்சாவூர். <box>43 1763 390 1792</box>
appointment-section <box>779 2233 1125 2290</box>
appointment-section <box>779 1288 1125 1427</box>
section-heading: கடலாடி வடக்கு ஒன்றியம் <box>852 2233 1051 2251</box>
appointment-text: துணை அமைப்பாளர்கள் - 1) பு.கார்த்தி ஊரணி, திருவாடானை தாலுக்கா, இராமநாதபுரம் மாவட்டம். 2) ச.மதன் பாரதி நகர், திருவாடானை தாலுக்கா, இராமநாதபுரம் மாவட்டம். 3) செ.ராசு கதையா 8/223, குருமிலாங்குடி, தேவூர், திருவாடானை தாலுக்கா, இராமநாதபுரம் மாவட்டம். <box>410 2008 758 2085</box>
appointment-section <box>1146 1289 1492 1417</box>
section-heading: மண்டபம் மத்திய ஒன்றியம் <box>847 855 1057 874</box>
appointment-text: துணை அமைப்பாளர்கள் - 1) தென்னவன் கிழக்குத் தெரு, நயினார்கோவில் அஞ்சல், பரமக்குடி தாலுக்கா, இராமநாதபுரம் மாவட்டம். 2) க.ஜெயப்பிரகாஷ் தெற்குத்தெரு, நயினார்கோவில் அஞ்சல், இராமநாதபுரம் மாவட்டம். 3) ஜ.ஜோசப் எட்டிவயல், நயினார்கோவில் வழி, இராமநாதபுரம் மாவட்டம். <box>410 898 758 974</box>
section-heading: கமுதி பேரூர் <box>1271 1289 1368 1308</box>
appointment-section <box>1146 1135 1492 1279</box>
appointment-section <box>411 181 758 326</box>
appointment-section <box>411 1947 758 2086</box>
appointment-section <box>43 181 390 263</box>
appointment-text: குறிப்பு: பூதலூர் தெற்கு, வடக்கு, மத்திய, திருவையாறு தெற்கு, வடக்கு, கிழக்கு ஆகிய ஒன்றியங்கள் மற்றும் மேலத் திருப்பந்துருத்தி பேரூர் பின்னர் அறிவிக்கப்படும். <box>410 280 758 325</box>
appointment-text: துணை அமைப்பாளர்கள் - 1) ச.ரியாஸ் அகமது 6/91 (1), பள்ளிவாசல் தெரு, சக்கரக்கோட்டை, இராமநாதபுரம் மாவட்டம். 2) மு.அஜித் 4/26, தெற்கு தெரு, புல்லங்குடி, இராமநாதபுரம் மாவட்டம். 3) கி.முருகேசன் 7/73, குயவேகர்க்காவல், சித்தார்க்கோட்டை அஞ்சல், இராமநாதபுரம் மாவட்டம். <box>778 618 1125 694</box>
appointment-section <box>779 1437 1125 1609</box>
appointment-text: அமைப்பாளர் - ப.பாலமுருகன் 90, காந்தாரி அம்மன் கோவில் தெரு, இராமநாதபுரம் மாவட்டம். <box>1146 764 1492 795</box>
appointment-text: அமைப்பாளர் - பா.ஹரிபாலன் 6-8-2, சேதுபதி நகர், தாமரைக்குளம், இராமநாதபுரம் மாவட்டம். <box>778 882 1125 911</box>
appointment-text: அமைப்பாளர் - வெ.புருஷோத்தமன் வேளானூர், திருவாடானை தாலுக்கா, இராமநாதபுரம் மாவட்டம். <box>410 1973 758 2002</box>
section-heading: சாயல்குடி பேரூர் <box>1255 2203 1383 2222</box>
section-heading: திருவாடானை மத்திய ஒன்றியம் <box>462 1947 706 1965</box>
appointment-text: துணை அமைப்பாளர்கள் - 1) ஹா.முகம்மது அப்துல்லா 1/31, ஆற்றாங்கரை, இராமநாதபுரம் மாவட்டம். 2) மு.முகம்மது அஸ்வர் உச்சிப்புளி அஞ்சல், பனைக்குளம், இராமநாதபுரம் மாவட்டம். 3) வி.விஜயன் 2/403, பழைய ஷேர்சாலி, புதுவலசை அஞ்சல், இராமநாதபுரம் மாவட்டம். <box>778 917 1125 993</box>
appointment-text: துணை அமைப்பாளர்கள் - 1) ம.சேசு 4/347, தாழைத்தோப்பு காளி, இராமநாதபுரம் மாவட்டம். 2) ஐ.சுரேஷ் வாலாந்தரவை, இராமநாதபுரம் - 623536. 3) ரா.வீரலட்சுமி கே.பி.வலசை, இராமநாதபுரம் மாவட்டம். <box>778 1066 1125 1127</box>
appointment-text: துணை அமைப்பாளர்கள் - 1) ம.மகேந்திரன் தெற்குத்தெரு, பொய்யுண்டார்கோட்டை, ஒரத்தநாடு, தஞ்சாவூர் மாவட்டம். 2) ச.வினித் ஆம்பலாப்பட்டு தெற்கு, ஒரத்தநாடு, தஞ்சாவூர் மாவட்டம். 3) ர.ரஞ்சித்குமார் வடக்குத் தெரு, கண்ணுக்குடி மேற்கு, ஒரத்தநாடு, தஞ்சாவூர் மாவட்டம். 4) து.மாதவன் விஜயபுரம், வேதவிஜயபுரம், ஒரத்தநாடு, தஞ்சாவூர் மாவட்டம். <box>43 878 390 971</box>
text-column <box>1146 181 1500 2355</box>
continuation-note: 13 ஆம் பக்கத் தொடர்ச்சி <box>1358 117 1464 157</box>
appointment-section <box>1146 1736 1492 1881</box>
appointment-text: அமைப்பாளர் - சு.பாலமணிகண்டன் புழுதிகுளம் கிராமம், பாம்பூர் அஞ்சல், முதுகுளத்தூர் தாலுக்கா, இராமநாதபுரம் மாவட்டம். <box>778 1811 1125 1840</box>
section-heading: சாயல்குடி மேற்கு ஒன்றியம் <box>847 2083 1056 2102</box>
section-heading: திருப்புல்லாணி கிழக்கு ஒன்றியம் <box>826 1138 1077 1157</box>
appointment-text: அமைப்பாளர் - மு.சரவணன் பூசாகோட்டை, திருப்பாலைக்குடி அஞ்சல், ஆர்.எஸ்.மங்கலம் தாலுக்கா, இராமநாதபுரம் மாவட்டம். <box>778 281 1125 310</box>
appointment-section <box>43 1434 390 1541</box>
section-heading: முதுகுளத்தூர் மத்திய ஒன்றியம் <box>834 1619 1070 1637</box>
section-heading: கமுதி கிழக்கு ஒன்றியம் <box>495 1349 674 1367</box>
appointment-text: அமைப்பாளர் - இரா.சுகிபாலா சத்திரக்குடி, போகலூர் ஊராட்சி, பரமக்குடி தாலுக்கா, இராமநாதபுரம் மாவட்டம். <box>410 1013 758 1042</box>
appointment-text: அமைப்பாளர் - மு.மன்மதராஜன் பொட்டிதட்டி (மி), பாண்டிக்கண்மாய் அஞ்சல், பரமக்குடி தாலுக்கா, இராமநாதபுரம் மாவட்டம். <box>410 1194 758 1239</box>
appointment-section <box>1146 1582 1492 1726</box>
header-rule <box>43 95 1500 98</box>
section-heading: ஒரத்தநாடு வடக்கு ஒன்றியம் <box>108 636 325 654</box>
section-heading: இராமநாதபுரம் தெற்கு ஒன்றியம் <box>829 556 1074 575</box>
appointment-text: துணை அமைப்பாளர்கள் - 1) கி.வினோத்குமார் பவுண்டு தெரு, கமுதி, இராமநாதபுரம். 2) இ.அலெக்ஸ்பாண்டியன் பெரிய பள்ளிவாசல் தெரு, கமுதி, இராமநாதபுரம். 3) க.அபிநயா பவுண்டு தெரு, கமுதி, இராமநாதபுரம். <box>1146 1352 1492 1416</box>
section-heading: நயினார்கோவில் கிழக்கு ஒன்றியம் <box>454 687 715 706</box>
appointment-section <box>411 1498 758 1637</box>
appointment-section <box>1146 2046 1492 2193</box>
section-heading: இராமேஸ்வரம் நகரம் <box>1237 1013 1401 1032</box>
appointment-text: அமைப்பாளர் - பூ.கோபிநாத் சோழுவூரம் கிராமம் (ம) ஊராட்சி, முதுகுளத்தூர் தாலுக்கா, இராமநாதபுரம் மாவட்டம். <box>778 1645 1125 1674</box>
appointment-section <box>1146 600 1492 727</box>
section-heading: மருத்துவக்கல்லூரி பகுதி <box>124 2185 308 2204</box>
appointment-text: அமைப்பாளர் - கி.சிப்பு (எ) சிதம்பரம் 52/34எப், முதுனாள், ஆரச்சேடைட்டை, இராமநாதபுரம் மாவட்டம். <box>778 583 1125 612</box>
appointment-section <box>43 1701 390 1726</box>
appointment-section <box>1146 445 1492 589</box>
appointment-text: அமைப்பாளர் - கி.சிவநேசன் 42, ஆதியூர், நெய்வயல் அஞ்சல், திருவாடானை தாலுக்கா, இராமநாதபுரம் மாவட்டம். <box>410 1824 758 1853</box>
text-column <box>43 181 398 2355</box>
section-heading: ஒரத்தநாடு மேற்கு ஒன்றியம் <box>110 454 324 473</box>
section-heading: ஒரத்தநாடு பேரூர் <box>150 1316 283 1335</box>
appointment-section <box>779 556 1125 696</box>
section-heading: கமுதி மத்திய ஒன்றியம் <box>495 1648 673 1666</box>
appointment-text: துணை அமைப்பாளர்கள் - 1) மு.துரைமுருகன் பின்னையூர் அஞ்சல், ஒரத்தநாடு, தஞ்சாவூர் மாவட்டம். 2) க.முருகையன் வடக்குத்தெரு, வெட்டிக்காடு அஞ்சல், திருவோணம், தஞ்சாவூர் மாவட்டம். 3) த.பிரகாஷ் சில்லத்தூர் அஞ்சல், திருவோணம், தஞ்சாவூர் மாவட்டம். 4) சு.ராஜா வடக்குத் தெரு, செல்லப்பட்டி, திருவோணம், தஞ்சாவூர் மாவட்டம். 5) ரா.முகேசன் வடக்குத்தெரு, சிவவிடுதி, திருவோணம், தஞ்சாவூர் மாவட்டம். 6) ச.துரைராஜ் காவளிப்பட்டி, திருவோணம் அஞ்சல், தஞ்சாவூர் மாவட்டம். <box>43 1078 390 1203</box>
appointment-section <box>43 1316 390 1424</box>
appointment-section <box>1146 1013 1492 1125</box>
appointment-text: மாவட்டம். 2) சி.பிரபு சுவடியூர், சனவேலி அஞ்சல், ஆர்.எஸ்.மங்கலம் தாலுக்கா, இராமநாதபுரம் மாவட்டம். 3) க.நாகராஜன் பச்சனத்திக்கோட்டை, ஆனந்தூர் அஞ்சல், ஆர்.எஸ்.மங்கலம் தாலுக்கா, இராமநாதபுரம் மாவட்டம். <box>778 182 1125 243</box>
appointment-text: அமைப்பாளர் - மு.கார்த்தி 2/165, குளத்தூர் அஞ்சல், தெருவளர் வழி, இராமநாதபுரம் மாவட்டம். <box>410 714 758 743</box>
appointment-section <box>779 1784 1125 1924</box>
appointment-text: துணை அமைப்பாளர்கள் - 1) த.தினேஷ்குமார் தென்கீழ் அலங்கம், தஞ்சாவூர். 2) ஆனந்த் மிஷன்தெரு, ஹவுசிங் யூனிட், தஞ்சாவூர். 3) இ.தினேஷ் அண்ணா நகர், தஞ்சாவூர். 4) ஆர்.முகமது அனஸ் அருளானந்தம் நகர், தஞ்சாவூர். 5) ஆர்.சரவணக்குமார் தென்வடக்கு காரத் தெரு, தஞ்சாவூர். 6) சு.கணபதி 4 குறுக்கு தெரு, சோழா நகர், தஞ்சாவூர். <box>43 2081 390 2173</box>
appointment-text: அமைப்பாளர் - வீ.மணிகண்டன் வெள்ளூர் தெரு, ஒரத்தநாடு, தஞ்சாவூர் மாவட்டம். <box>43 844 390 873</box>
appointment-text: அமைப்பாளர் - பா.ஹனர்த் கா.சுந்தரம், ஊராட்சி, கமுதி தாலுக்கா, இராமநாதபுரம் மாவட்டம். <box>410 1525 758 1554</box>
appointment-section <box>1146 181 1492 264</box>
appointment-text: துணை அமைப்பாளர்கள் - 1) ம.சுரேந்திரன் மூலக்கரைப்பட்டி ஊராட்சி, கமுதி தாலுக்கா, இராமநாதபுரம் மாவட்டம். 2) வெ.நவீன்குமார் முத்துச் செல்லையாபுரம், வாலசுப்பிரமணியபுரம் அஞ்சல், இராமநாதபுரம் மாவட்டம். 3) உமா புனிதநாயகம் வள்ளிகுளம், கமுதி தாலுக்கா, இராமநாதபுரம் மாவட்டம். <box>410 1559 758 1636</box>
appointment-text: அமைப்பாளர் - ச.அபிசேக்பாண்டி 2/11, சிதம்பரனார் தெரு, ஆர்.எஸ்.மங்கலம், இராமநாதபுரம். <box>1146 1763 1492 1793</box>
appointment-text: அமைப்பாளர் - க.தமிழ்ச்செல்வன் கீழ வன்னியர் தெரு, தஞ்சாவூர். <box>43 2062 379 2075</box>
appointment-section <box>1146 1427 1492 1572</box>
appointment-text: துணை அமைப்பாளர்கள் - 1) ம.மதன்குமார் காக்கூர், சமத்துவபுரம் அஞ்சல், முதுகுளத்தூர் தாலுக்கா, இராமநாதபுரம் மாவட்டம். 2) பொ.பிரசன்னா பூசேரி கிராமம் (ம) ஊராட்சி, முதுகுளத்தூர் தாலுக்கா, இராமநாதபுரம் மாவட்டம். 3) தி.வேல்முருகன் மேலப்பனைக்குளம், முதுகுளத்தூர் தாலுக்கா, இராமநாதபுரம் மாவட்டம். <box>778 1680 1125 1773</box>
section-heading: முதுகுளத்தூர் மேற்கு ஒன்றியம் <box>834 1784 1069 1803</box>
appointment-text: அமைப்பாளர் - ச.சதானந்தம் கீழ்த்தெரு, ஒன்பத்துவேலி, திருக்காட்டுப்பள்ளி, தஞ்சாவூர். <box>43 1578 390 1607</box>
section-heading: ஒரத்தநாடு கிழக்கு ஒன்றியம் <box>109 273 324 292</box>
appointment-section <box>43 1214 390 1306</box>
appointment-text: அமைப்பாளர் - பு.ஆஷ்முடி கனி 2/1086, வைக்கா தெரு, பாம்பன், இராமநாதபுரம் மாவட்டம். <box>778 732 1125 761</box>
section-heading: பரமக்குடி மேற்கு ஒன்றியம் <box>480 522 688 540</box>
appointment-text: அமைப்பாளர் - மு.செய்யது அப்துல் காதர் 3/356, நடுத்தெரு, பெரியபட்டினம், கீழக்கரை தாலுக்கா, இராமநாதபுரம் மாவட்டம். <box>778 1165 1125 1194</box>
section-heading: நயினார்கோவில் மேற்கு ஒன்றியம் <box>454 836 714 855</box>
section-heading: போகலூர் மேற்கு ஒன்றியம் <box>480 1167 688 1186</box>
appointment-section <box>411 1797 758 1937</box>
section-heading: கரந்தை பகுதி <box>165 1736 269 1755</box>
appointment-section <box>1146 875 1492 1003</box>
appointment-text: துணை அமைப்பாளர்கள் - 1) பு.மகேஸ்வரன் 53ஏ, புளிக்காரா தெரு, இராமநாதபுரம். 2) பே.ராஜ்குமார் 21/2, இளங்கோவடிகள் தெரு, இராமநாதபுரம். 3) ச.விஜயராஜன் 3/8, பேன் பஜார், இராமநாதபுரம். <box>1146 800 1492 864</box>
section-heading: ஆர்.எஸ்.மங்கலம் பேரூர் <box>1222 1736 1416 1755</box>
appointment-text: துணை அமைப்பாளர்கள் - 1) உ.சந்திர சூர்யா 3/61, வடக்கு கடற்கரை தெரு, தொண்டி, இராமநாதபுரம். 2) இ.முகம்மது ஹுசைன் 4/8ஏ, லெப்பைமார் கீழக்குத்தெரு, தொண்டி, இராமநாதபுரம். 3) க.ரேனுகா தேவி 10/24, தெற்கு தோப்பு, தொண்டி, இராமநாதபுரம். <box>1146 1645 1492 1725</box>
appointment-text: ஆலக்குடி, தஞ்சாவூர் மாவட்டம். 3) பி.சுரேஷ் மெயின்ரோடு, ஆலக்குடி, தஞ்சாவூர் மாவட்டம். <box>43 182 390 211</box>
section-heading: இராமநாதபுரம் தெற்கு நகரம் <box>1211 875 1427 894</box>
appointment-text: துணை அமைப்பாளர்கள் - 1) ரா.ராஜ்குமார் 8/222, சௌகத்தலி தெரு, பரமக்குடி, இராமநாதபுரம். 2) ஜ.பாலாஜி 3/663, பாரதி நகர் முதல் தெரு, பரமக்குடி, இராமநாதபுரம். 3) அ.வனிதாமுனி 3/845எஸ், பாரதி நகர், பரமக்குடி, இராமநாதபுரம். <box>1146 662 1492 726</box>
section-heading: பரமக்குடி கிழக்கு ஒன்றியம் <box>480 372 689 391</box>
appointment-text: அமைப்பாளர் - ம.கபிலா புதுக்குடி அஞ்சல், பார்த்திபனூர் வழி, பரமக்குடி தாலுக்கா, இராமநாதபுரம் மாவட்டம். <box>410 548 758 577</box>
